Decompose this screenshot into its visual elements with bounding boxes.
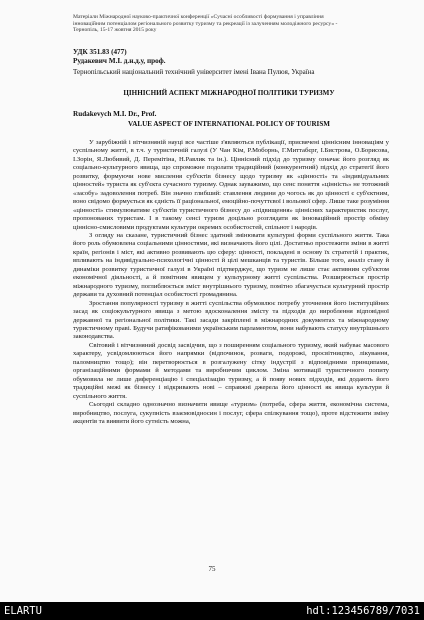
header-line-2: інноваційним потенціалом регіонального розвитку туризму та рекреації із залученням молодіжного ресурсу» -: [73, 20, 338, 27]
article-title: ЦІННІСНИЙ АСПЕКТ МІЖНАРОДНОЇ ПОЛІТИКИ ТУРИЗМУ: [123, 89, 335, 97]
author-name-en: Rudakevych M.I. Dr., Prof.: [73, 110, 157, 118]
conference-header: [73, 14, 385, 34]
paragraph: У зарубіжній і вітчизняній науці все частіше з'являються публікації, присвячені ціннісним інноваціям у суспільному житті, в т.ч. у туристичній галузі (У Чан Кім, Р.Моборнь, Г.Миттабєрг, І.Бистрова, О.Борисова, І.Зорін, Я.Любивий, Д. Перемітіна, Н.Равлик та ін.). Ціннісний підхід до туризму означає його розгляд як соціально-культурного явища, що спроможне подолати традиційний (конкурентний) підхід до стратегії його розвитку, формуючи нове мислення суб'єктів бізнесу щодо туризму як «цінності» та «індивідуальних цінностей» туриста як суб'єкта сучасного туризму. Однак зауважимо, що сенс поняття «цінність» не тотожний «засобу» задоволення потреб. Він значно глибший: ставлення людини до чогось як до цінності є суб'єктним, воно свідомо формується як єдність її раціональної, емоційно-почуттєвої і вольової сфер. Лише таке розуміння «цінності» стимулюватиме суб'єктів туристичного бізнесу до «підвищення» ціннісних характеристик послуг, пропонованих туристам. І в такому сенсі туризм доцільно розглядати як інноваційний простір обміну ціннісно-смисловими продуктами культури окремих особистостей, спільнот і народів.: [73, 139, 389, 231]
paragraph: З огляду на сказане, туристичний бізнес здатний змінювати культурні форми суспільного життя. Така його роль обумовлена соціальними цінностями, які визначають його цілі. Достатньо простежити зміни в житті країн, регіонів і міст, які активно розвивають цю сферу: цінності, покладені в основу їх стратегій і практик, впливають на індивідуально-психологічні цінності й цілі мешканців та туристів. Більше того, аналіз стану й динаміки розвитку туристичної галузі в Україні підтверджує, що туризм не лише стає активним суб'єктом економічної діяльності, а й помітним явищем у культурному житті суспільства. Розширюється простір міжнародного туризму, поглиблюється зміст внутрішнього туризму, помітно збагачується культурний простір держави та духовний потенціал особистості громадянина.: [73, 231, 389, 299]
article-body: [73, 139, 389, 426]
paragraph: Світовий і вітчизняний досвід засвідчив, що з поширенням соціального туризму, який набуває масового характеру, усвідомлюються його напрямки (відпочинок, розваги, подорожі, просвітництво, лікування, паломництво тощо); він перетворюється в розгалужену сітку індустрії з відповідними принципами, організаційними формами й методами та виробничим циклом. Зміна мотивації туристичного попиту обумовила не лише диференціацію і спеціалізацію туризму, а й появу нових підходів, які додають його традиційні межі як бізнесу і відкривають нові – справжні джерела його цінності як явища культури й суспільного життя.: [73, 341, 389, 400]
header-line-1: Матеріали Міжнародної науково-практичної конференції «Сучасні особливості формування і управління: [73, 14, 324, 20]
repository-footer: [0, 602, 424, 620]
page-number: 75: [208, 565, 216, 573]
author-name: Рудакевич М.І. д.н.д.у, проф.: [73, 57, 166, 65]
article-title-en: VALUE ASPECT OF INTERNATIONAL POLICY OF TOURISM: [128, 120, 330, 128]
handle-link[interactable]: hdl:123456789/7031: [306, 605, 420, 617]
paragraph: Сьогодні складно однозначно визначити явище «туризм» (потреба, сфера життя, економічна система, виробництво, послуга, сукупність взаємовідносин і послуг, сфера спілкування тощо), проте відстежити зміну акцентів та виявити його сутність можна,: [73, 401, 389, 425]
author-affiliation: Тернопільський національний технічний університет імені Івана Пулюя, Україна: [73, 68, 315, 76]
udk-code: УДК 351.83 (477): [73, 48, 127, 56]
header-line-3: Тернопіль, 15-17 жовтня 2015 року: [73, 27, 157, 34]
paragraph: Зростання популярності туризму в житті суспільства обумовлює потребу уточнення його інституційних засад як соціокультурного явища з метою вдосконалення змісту та підходів до вироблення відповідної державної та регіональної політики. Такі засади закріплені в міжнародних документах та міжнародному туристичному праві. Будучи ратифікованими українським парламентом, вони набувають статусу внутрішнього законодавства.: [73, 299, 389, 341]
repository-name: ELARTU: [4, 605, 42, 617]
